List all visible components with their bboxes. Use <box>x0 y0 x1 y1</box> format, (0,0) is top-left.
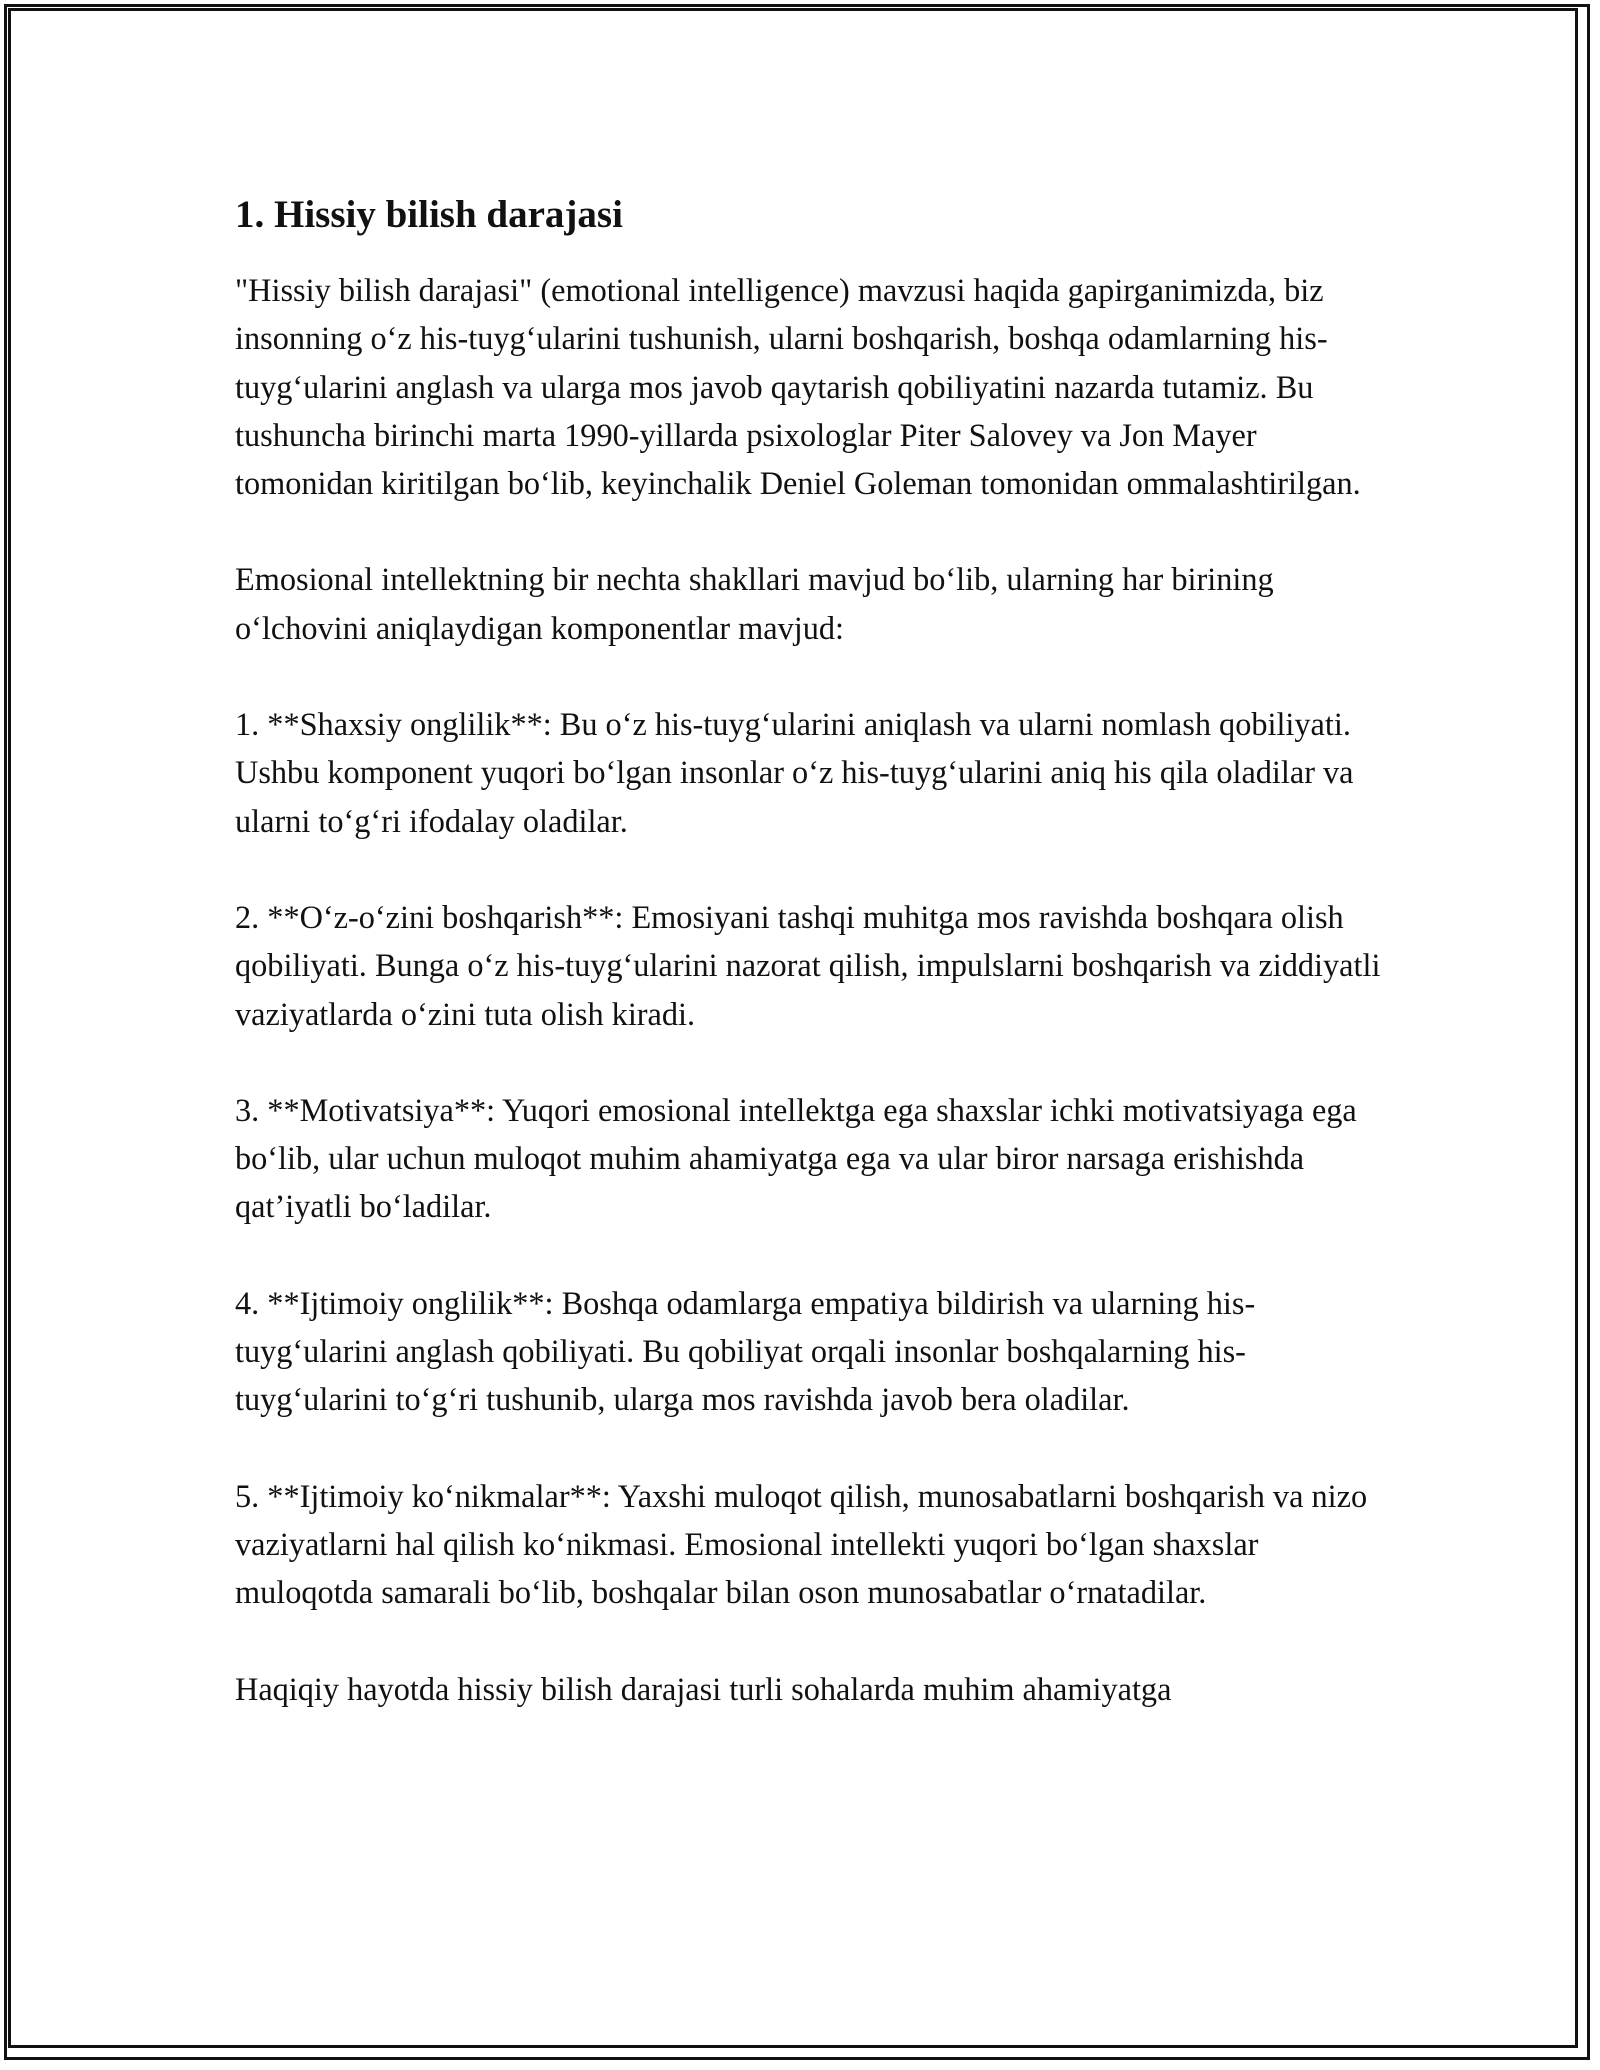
component-social-skills: 5. **Ijtimoiy ko‘nikmalar**: Yaxshi muloqot qilish, munosabatlarni boshqarish va nizo vaziyatlarni hal qilish ko‘nikmasi. Emosional intellekti yuqori bo‘lgan shaxslar muloqotda samarali bo‘lib, boshqalar bilan oson munosabatlar o‘rnatadilar. <box>235 1477 1368 1611</box>
component-social-awareness: 4. **Ijtimoiy onglilik**: Boshqa odamlarga empatiya bildirish va ularning his-tuyg‘ularini anglash qobiliyati. Bu qobiliyat orqali insonlar boshqalarning his-tuyg‘ularini to‘g‘ri tushunib, ularga mos ravishda javob bera oladilar. <box>235 1284 1256 1418</box>
intro-paragraph: "Hissiy bilish darajasi" (emotional intelligence) mavzusi haqida gapirganimizda, biz insonning o‘z his-tuyg‘ularini tushunish, ularni boshqarish, boshqa odamlarning his-tuyg‘ularini anglash va ularga mos javob qaytarish qobiliyatini nazarda tutamiz. Bu tushuncha birinchi marta 1990-yillarda psixologlar Piter Salovey va Jon Mayer tomonidan kiritilgan bo‘lib, keyinchalik Deniel Goleman tomonidan ommalashtirilgan. <box>235 272 1361 502</box>
document-body <box>235 190 1385 1761</box>
closing-paragraph: Haqiqiy hayotda hissiy bilish darajasi turli sohalarda muhim ahamiyatga <box>235 1670 1172 1707</box>
section-heading: 1. Hissiy bilish darajasi <box>235 193 623 236</box>
components-intro-paragraph: Emosional intellektning bir nechta shakllari mavjud bo‘lib, ularning har birining o‘lchovini aniqlaydigan komponentlar mavjud: <box>235 561 1274 646</box>
component-self-awareness: 1. **Shaxsiy onglilik**: Bu o‘z his-tuyg‘ularini aniqlash va ularni nomlash qobiliyati. Ushbu komponent yuqori bo‘lgan insonlar o‘z his-tuyg‘ularini aniq his qila oladilar va ularni to‘g‘ri ifodalay oladilar. <box>235 706 1354 839</box>
component-self-regulation: 2. **O‘z-o‘zini boshqarish**: Emosiyani tashqi muhitga mos ravishda boshqara olish qobiliyati. Bunga o‘z his-tuyg‘ularini nazorat qilish, impulslarni boshqarish va ziddiyatli vaziyatlarda o‘zini tuta olish kiradi. <box>235 898 1381 1032</box>
component-motivation: 3. **Motivatsiya**: Yuqori emosional intellektga ega shaxslar ichki motivatsiyaga ega bo‘lib, ular uchun muloqot muhim ahamiyatga ega va ular biror narsaga erishishda qat’iyatli bo‘ladilar. <box>235 1091 1357 1225</box>
